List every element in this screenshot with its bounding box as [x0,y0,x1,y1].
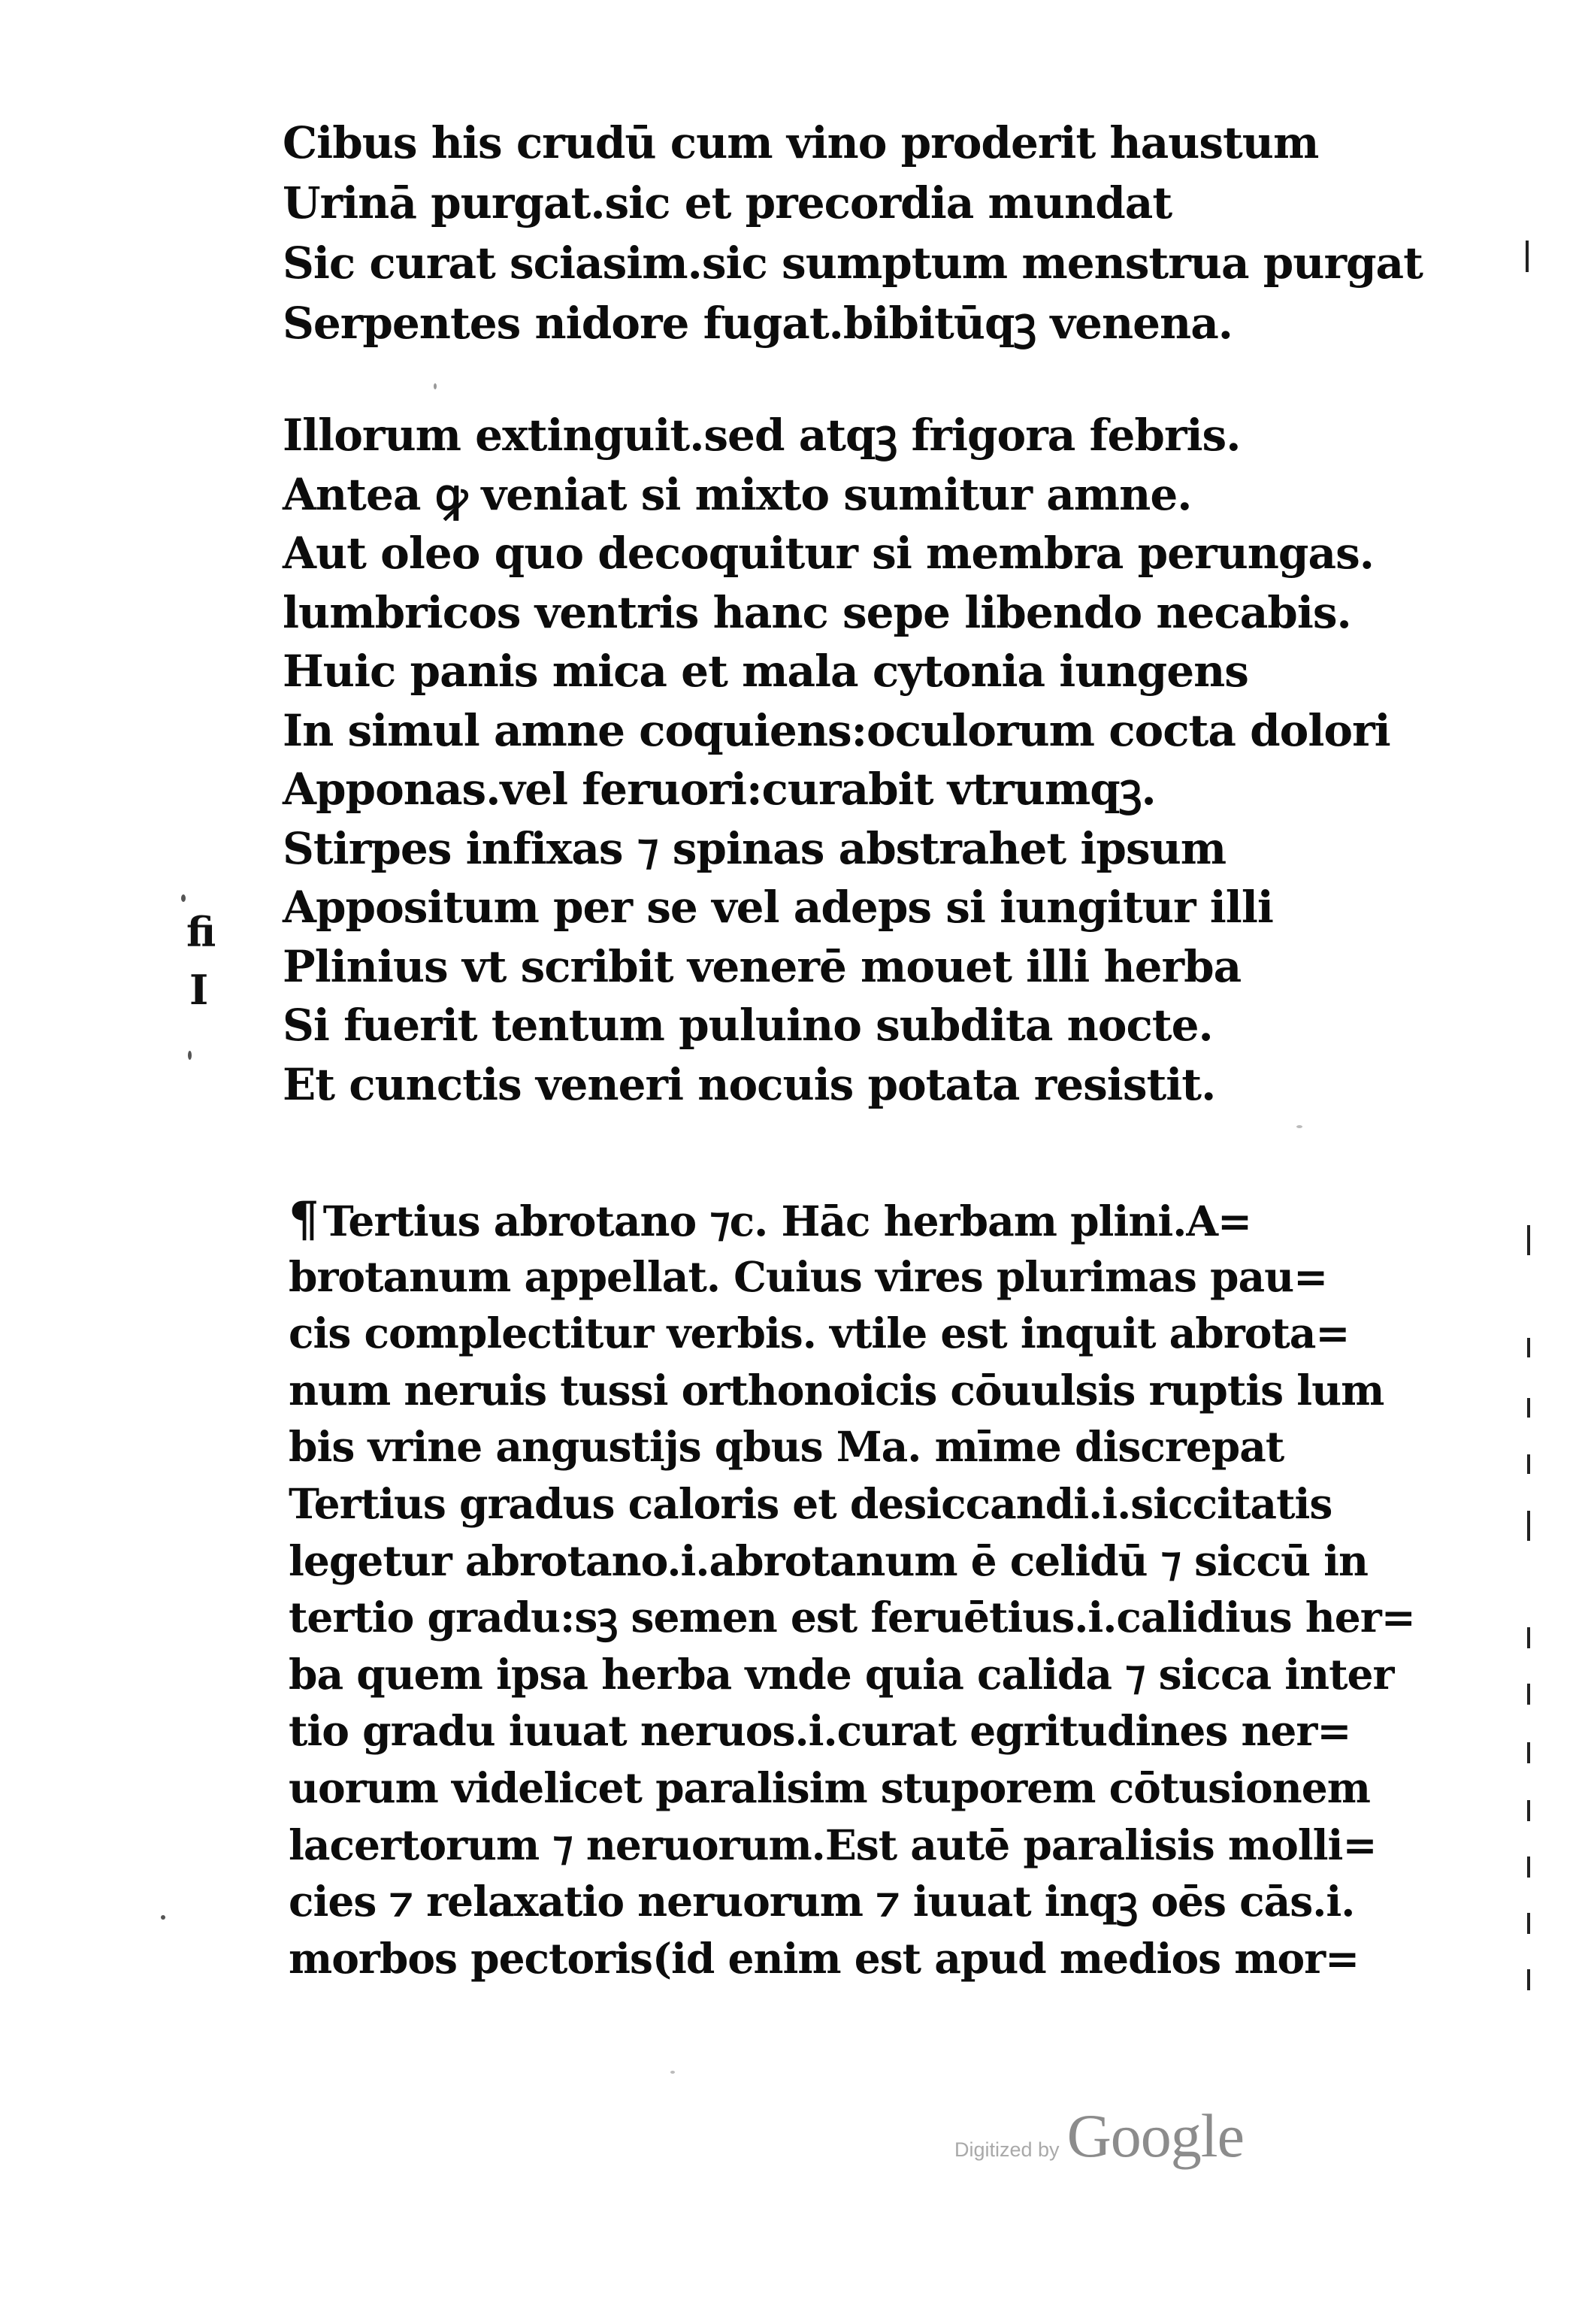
commentary-line: Tertius gradus caloris et desiccandi.i.siccitatis [289,1478,1332,1528]
commentary-line [289,1191,1491,1248]
edge-rule-mark [1527,1684,1530,1705]
commentary-line: cies ⁊ relaxatio neruorum ⁊ iuuat inqꝫ oēs cās.i. [289,1877,1355,1926]
commentary-line: legetur abrotano.i.abrotanum ē celidū ⁊ siccū in [289,1536,1369,1585]
commentary-line: cis complectitur verbis. vtile est inquit abrota= [289,1309,1350,1358]
verse-line: Serpentes nidore fugat.bibitūqꝫ venena. [283,298,1233,349]
commentary-line-text: Tertius abrotano ⁊c. Hāc herbam plini.A= [322,1197,1252,1245]
edge-rule-mark [1527,1800,1530,1821]
commentary-line: bis vrine angustijs qbus Ma. mīme discrepat [289,1422,1284,1472]
commentary-line: lacertorum ⁊ neruorum.Est autē paralisis molli= [289,1820,1377,1869]
edge-rule-mark [1526,241,1529,272]
scan-speck [434,383,437,389]
edge-rule-mark [1527,1338,1530,1357]
scan-speck [1296,1125,1302,1128]
verse-block-2 [283,406,1485,1114]
verse-line: Sic curat sciasim.sic sumptum menstrua purgat [283,238,1423,289]
verse-block-1 [283,113,1485,353]
commentary-line: tio gradu iuuat neruos.i.curat egritudines ner= [289,1706,1351,1756]
verse-line: Huic panis mica et mala cytonia iungens [283,646,1248,697]
verse-line: Appositum per se vel adeps si iungitur illi [283,882,1273,933]
commentary-line: uorum videlicet paralisim stuporem cōtusionem [289,1763,1370,1812]
edge-rule-mark [1527,1969,1530,1990]
scan-speck [188,1051,192,1060]
commentary-block [289,1191,1491,1987]
pilcrow-mark: ¶ [289,1191,319,1248]
verse-line: Plinius vt scribit venerē mouet illi herba [283,940,1242,992]
digitized-by-google-watermark [954,2101,1244,2168]
edge-rule-mark [1527,1627,1530,1648]
verse-line: Urinā purgat.sic et precordia mundat [283,177,1172,228]
edge-rule-mark [1527,1225,1530,1255]
edge-rule-mark [1527,1511,1530,1541]
verse-line: lumbricos ventris hanc sepe libendo necabis. [283,586,1351,638]
verse-line: Stirpes infixas ⁊ spinas abstrahet ipsum [283,822,1227,874]
edge-rule-mark [1527,1742,1530,1763]
edge-rule-mark [1527,1913,1530,1934]
verse-line: Illorum extinguit.sed atqꝫ frigora febris. [283,410,1241,461]
scan-speck [161,1915,165,1920]
verse-line: Aut oleo quo decoquitur si membra perungas. [283,528,1374,579]
commentary-line: morbos pectoris(id enim est apud medios mor= [289,1933,1360,1983]
commentary-line: num neruis tussi orthonoicis cōuulsis ruptis lum [289,1365,1384,1415]
commentary-line: brotanum appellat. Cuius vires plurimas pau= [289,1251,1328,1301]
scan-speck [670,2071,675,2074]
verse-line: Cibus his crudū cum vino proderit haustum [283,117,1319,168]
digitized-by-label: Digitized by [954,2138,1060,2161]
commentary-line: ba quem ipsa herba vnde quia calida ⁊ sicca inter [289,1649,1394,1699]
verse-line: Et cunctis veneri nocuis potata resistit. [283,1058,1216,1110]
edge-rule-mark [1527,1398,1530,1418]
google-logo: Google [1066,2102,1244,2170]
edge-rule-mark [1527,1856,1530,1878]
gutter-mark: fi [186,908,216,956]
edge-rule-mark [1527,1454,1530,1474]
commentary-line: tertio gradu:sꝫ semen est feruētius.i.calidius her= [289,1593,1415,1642]
verse-line: Antea ꝙ veniat si mixto sumitur amne. [283,468,1192,520]
verse-line: Apponas.vel feruori:curabit vtrumqꝫ. [283,764,1156,815]
scan-speck [181,894,186,902]
gutter-mark: I [189,966,209,1014]
verse-line: Si fuerit tentum puluino subdita nocte. [283,1000,1213,1051]
verse-line: In simul amne coquiens:oculorum cocta dolori [283,704,1390,756]
